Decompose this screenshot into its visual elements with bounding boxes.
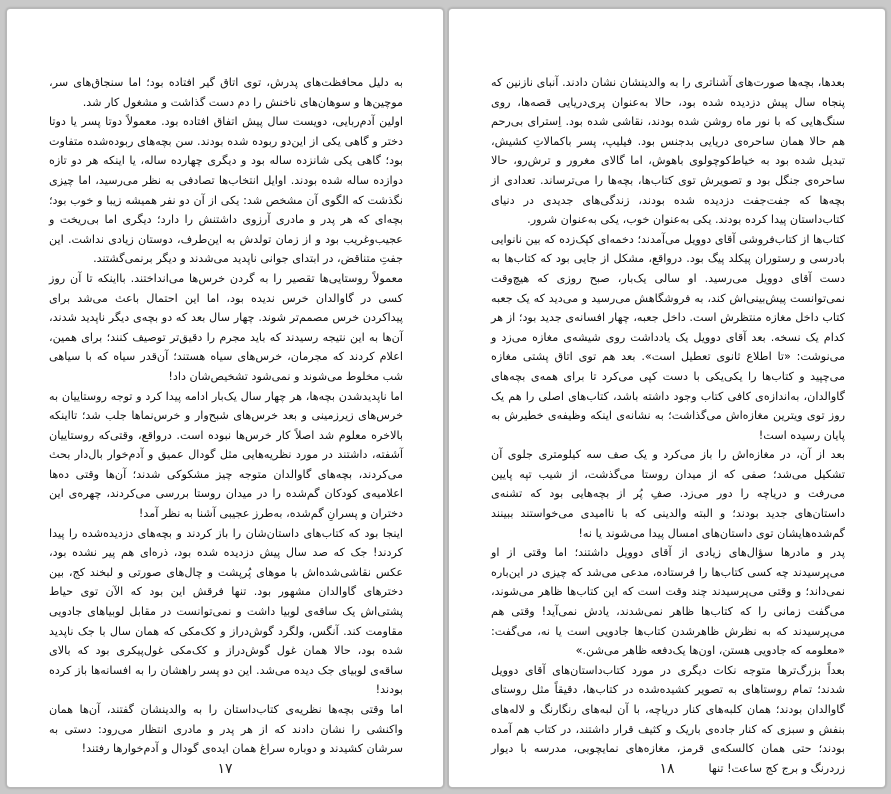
paragraph: بعداً بزرگ‌ترها متوجه نکات دیگری در مورد کتاب‌داستان‌های آقای دوویل شدند؛ تمام روستاهای به تصویر کشیده‌شده در کتاب‌ها، دقیقاً مثل روستای گاوالدان بودند؛ همان کلبه‌های کنار دریاچه، با آن لبه‌های رنگارنگ و لاله‌های بنفش و سبزی که کنار جاده‌ی باریک و کثیف قرار داشتند، در کتاب هم آمده بودند؛ حتی همان کالسکه‌ی قرمز، مغازه‌های نمایچوبی، مدرسه با دیوار زردرنگ و برج کج ساعت! تنها	[491, 663, 845, 775]
paragraph: اما ناپدیدشدن بچه‌ها، هر چهار سال یک‌بار ادامه پیدا کرد و توجه روستاییان به خرس‌های زیرزمینی و بعد خرس‌های شبح‌وار و خرس‌نماها جلب شد؛ تااینکه بالاخره معلوم شد اصلاً کار خرس‌ها نبوده است. درواقع، وقتی‌که روستاییان آشفته، داشتند در مورد نظریه‌هایی مثل گودال عمیق و آدم‌خوار بال‌دار بحث می‌کردند، بچه‌های گاوالدان متوجه چیز مشکوکی شدند؛ آن‌ها وقتی ده‌ها اعلامیه‌ی کودکان گم‌شده را در میدان روستا بررسی می‌کردند، چهره‌ی این دختران و پسرانِ گم‌شده، به‌طرز عجیبی آشنا به نظر آمد!	[49, 389, 403, 521]
paragraph: اما وقتی بچه‌ها نظریه‌ی کتاب‌داستان را به والدینشان گفتند، آن‌ها همان واکنشی را نشان دادند که از هر پدر و مادری انتظار می‌رود: دستی به سرشان کشیدند و دوباره سراغ همان ایده‌ی گودال و آدم‌خوارها رفتند!	[49, 703, 403, 756]
page-number: ۱۸	[659, 761, 675, 777]
right-page	[448, 8, 886, 788]
paragraph: اولین آدم‌ربایی، دویست سال پیش اتفاق افتاده بود. معمولاً دوتا پسر یا دوتا دختر و گاهی یکی از این‌دو ربوده شده بودند. سن بچه‌های ربوده‌شده متفاوت بود؛ گاهی یکی شانزده ساله بود و دیگری چهارده ساله، یا اینکه هر دو تازه دوازده ساله شده بودند. اوایل انتخاب‌ها تصادفی به نظر می‌رسید، اما چیزی نگذشت که الگوی آن مشخص شد: یکی از آن دو نفر همیشه زیبا و خوب بود؛ بچه‌ای که هر پدر و مادری آرزوی داشتنش را دارد؛ دیگری اما بی‌ریخت و عجیب‌وغریب بود و از زمان تولدش به این‌طرف، دوستان زیادی نداشت. این جفتِ متناقض، در ابتدای جوانی ناپدید می‌شدند و دیگر برنمی‌گشتند.	[49, 115, 403, 266]
paragraph: اینجا بود که کتاب‌های داستان‌شان را باز کردند و بچه‌های دزدیده‌شده را پیدا کردند! جک که صد سال پیش دزدیده شده بود، ذره‌ای هم پیر نشده بود، عکس نقاشی‌شده‌اش با موهای پُرپشت و چال‌های صورتی و لبخند کج، بین دخترهای گاوالدان مشهور بود. تنها فرقش این بود که الآن توی حیاط پشتی‌اش یک ساقه‌ی لوبیا داشت و نمی‌توانست در مقابل لوبیاهای جادویی مقاومت کند. آنگس، ولگرد گوش‌دراز و کک‌مکی که همان سال با جک ناپدید شده بود، حالا همان غول گوش‌دراز و کک‌مکی غول‌پیکری بود که بالای ساقه‌ی لوبیای جک دیده می‌شد. این دو پسر راهشان را به افسانه‌ها باز کرده بودند!	[49, 526, 403, 697]
paragraph: به دلیل محافظت‌های پدرش، توی اتاق گیر افتاده بود؛ اما سنجاق‌های سر، موچین‌ها و سوهان‌های ناخنش را دم دست گذاشت و مشغول کار شد.	[49, 76, 403, 109]
paragraph: پدر و مادرها سؤال‌های زیادی از آقای دوویل داشتند؛ اما وقتی از او می‌پرسیدند چه کسی کتاب‌ها را فرستاده، مدعی می‌شد که چیزی در این‌باره نمی‌داند؛ و وقتی می‌پرسیدند چند وقت است که این کتاب‌ها ظاهر می‌شوند، می‌گفت زمانی را که کتاب‌ها ظاهر نمی‌شدند، یادش نمی‌آید! وقتی هم می‌پرسیدند که به نظرش ظاهرشدن کتاب‌ها جادویی است یا نه، می‌گفت: «معلومه که جادویی هستن، اون‌ها یک‌دفعه ظاهر می‌شن.»	[491, 546, 845, 658]
paragraph: معمولاً روستایی‌ها تقصیر را به گردن خرس‌ها می‌انداختند. بااینکه تا آن روز کسی در گاوالدان خرس ندیده بود، اما این احتمال باعث می‌شد برای پیداکردن خرس مصمم‌تر شوند. چهار سال بعد که دو بچه‌ی دیگر ناپدید شدند، آن‌ها به این نتیجه رسیدند که باید مجرم را دقیق‌تر توصیف کنند؛ برای همین، اعلام کردند که مجرمان، خرس‌های سیاه هستند؛ آن‌قدر سیاه که با سیاهی شب مخلوط می‌شوند و نمی‌شود تشخیص‌شان داد!	[49, 271, 403, 383]
paragraph: بعدها، بچه‌ها صورت‌های آشناتری را به والدینشان نشان دادند. آنبای نازنین که پنجاه سال پیش دزدیده شده بود، حالا به‌عنوان پری‌دریایی قصه‌ها، روی سنگ‌هایی که با نور ماه روشن شده بودند، نقاشی شده بود. اِسترای بی‌رحم هم حالا همان ساحره‌ی دریایی بدجنس بود. فیلیپ، پسر باکمالاتِ کشیش، تبدیل شده بود به خیاط‌کوچولوی باهوش، اما گالای مغرور و ترش‌رو، حالا ساحره‌ی جنگل بود و تصویرش توی کتاب‌ها، بچه‌ها را می‌ترساند. تعدادی از بچه‌ها که جفت‌جفت دزدیده شده بودند، زندگی‌های جدیدی در دنیای کتاب‌داستان پیدا کرده بودند. یکی به‌عنوان خوب، یکی به‌عنوان شرور.	[491, 76, 845, 227]
page-number: ۱۷	[217, 761, 233, 777]
paragraph: بعد از آن، در مغازه‌اش را باز می‌کرد و یک صف سه کیلومتری جلوی آن تشکیل می‌شد؛ صفی که از میدان روستا می‌گذشت، از شیب تپه پایین می‌رفت و دریاچه را دور می‌زد. صفِ پُر از بچه‌هایی بود که تشنه‌ی داستان‌های جدید بودند؛ و البته والدینی که با ناامیدی می‌خواستند ببینند گم‌شده‌هایشان توی داستان‌های امسال پیدا می‌شوند یا نه!	[491, 448, 845, 540]
paragraph: کتاب‌ها از کتاب‌فروشی آقای دوویل می‌آمدند؛ دخمه‌ای کپک‌زده که بین نانوایی بادرسی و رستوران پیکلد پیگ بود. درواقع، مشکل از جایی بود که کتاب‌ها به دست آقای دوویل می‌رسید. او سالی یک‌بار، صبح روزی که هیچ‌وقت نمی‌توانست پیش‌بینی‌اش کند، به فروشگاهش می‌رسید و می‌دید که یک جعبه کتاب داخل مغازه منتظرش است. داخل جعبه، چهار افسانه‌ی جدید بود؛ از هر کدام یک نسخه. بعد آقای دوویل یک یادداشت روی شیشه‌ی مغازه می‌زد و می‌نوشت: «تا اطلاع ثانوی تعطیل است». بعد هم توی اتاق پشتی مغازه می‌چپید و کتاب‌ها را یکی‌یکی با دست کپی می‌کرد تا برای همه‌ی بچه‌های گاوالدان، به‌اندازه‌ی کافی کتاب وجود داشته باشد، کتاب‌های اصلی را هم یک روز توی ویترین مغازه‌اش می‌گذاشت؛ به نشانه‌ی اینکه وظیفه‌ی خطیرش به پایان رسیده است!	[491, 232, 845, 442]
left-page	[6, 8, 444, 788]
right-page-text	[491, 73, 845, 778]
left-page-text	[49, 73, 403, 759]
